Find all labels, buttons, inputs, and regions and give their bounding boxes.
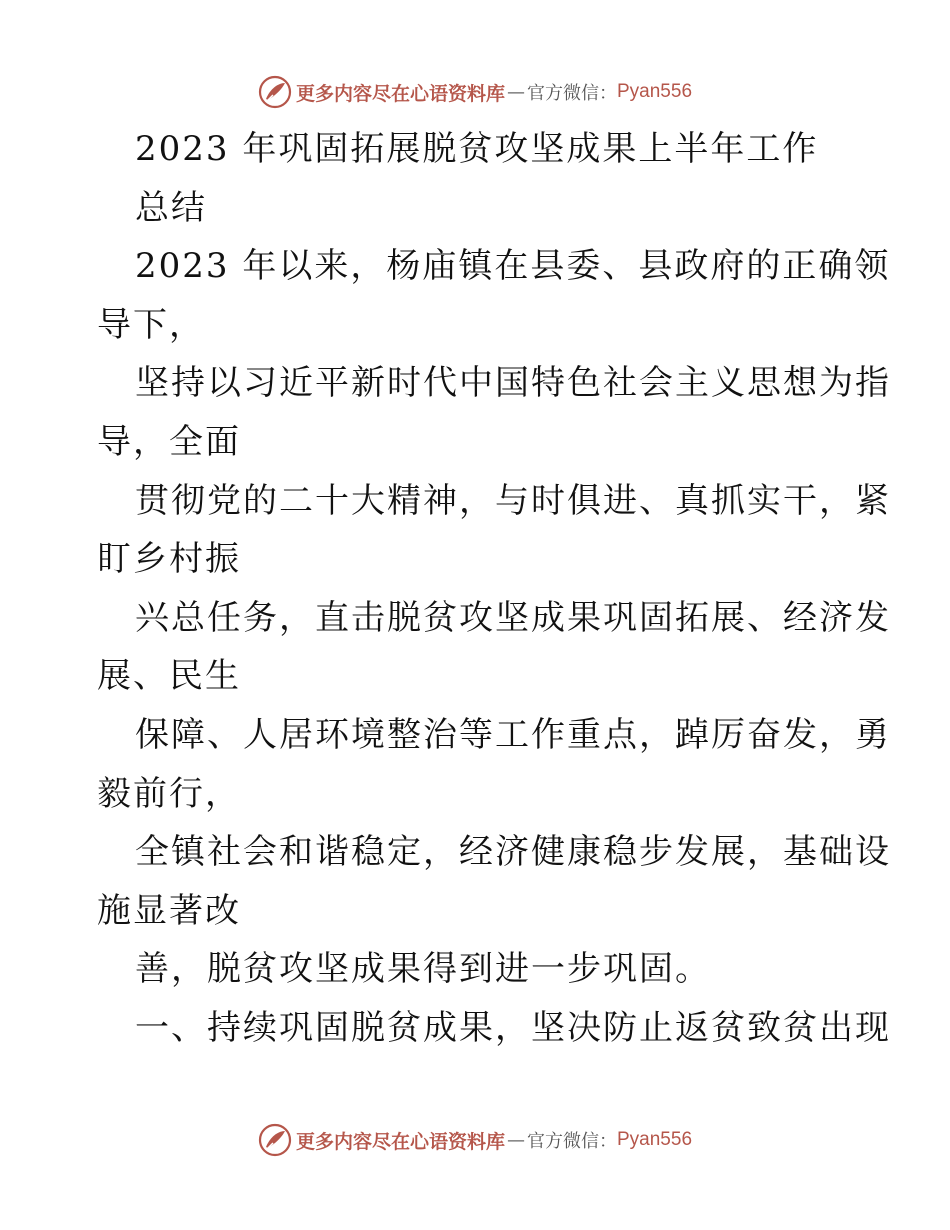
doc-paragraph-line: 盯乡村振 bbox=[97, 539, 241, 580]
banner-text: 更多内容尽在心语资料库 bbox=[295, 82, 505, 105]
banner-wechat-id: Pyan556 bbox=[617, 81, 693, 102]
doc-paragraph-line: 展、民生 bbox=[97, 656, 241, 697]
document-body bbox=[97, 120, 891, 1058]
banner-official-label: 官方微信： bbox=[527, 1131, 617, 1152]
doc-paragraph-line: 导下， bbox=[97, 304, 205, 345]
doc-paragraph-line: 兴总任务，直击脱贫攻坚成果巩固拓展、经济发 bbox=[135, 597, 891, 638]
doc-paragraph-line: 导，全面 bbox=[97, 421, 241, 462]
banner-dash: — bbox=[507, 81, 525, 103]
pen-logo-icon bbox=[258, 1123, 292, 1157]
doc-paragraph-line: 保障、人居环境整治等工作重点，踔厉奋发，勇 bbox=[135, 714, 891, 755]
doc-paragraph-line: 坚持以习近平新时代中国特色社会主义思想为指 bbox=[135, 363, 891, 404]
header-watermark-banner bbox=[0, 72, 950, 112]
doc-section-heading: 一、持续巩固脱贫成果，坚决防止返贫致贫出现 bbox=[135, 1007, 891, 1048]
banner-dash: — bbox=[507, 1129, 525, 1151]
banner-text: 更多内容尽在心语资料库 bbox=[295, 1130, 505, 1153]
banner-official-label: 官方微信： bbox=[527, 83, 617, 104]
doc-paragraph-line: 善，脱贫攻坚成果得到进一步巩固。 bbox=[135, 949, 711, 990]
doc-paragraph-line: 2023 年以来，杨庙镇在县委、县政府的正确领 bbox=[135, 246, 891, 287]
banner-wechat-id: Pyan556 bbox=[617, 1129, 693, 1150]
doc-paragraph-line: 毅前行， bbox=[97, 773, 241, 814]
doc-paragraph-line: 全镇社会和谐稳定，经济健康稳步发展，基础设 bbox=[135, 832, 891, 873]
doc-paragraph-line: 贯彻党的二十大精神，与时俱进、真抓实干，紧 bbox=[135, 480, 891, 521]
doc-title-line-2: 总结 bbox=[135, 187, 207, 228]
doc-title-line-1: 2023 年巩固拓展脱贫攻坚成果上半年工作 bbox=[135, 129, 819, 169]
footer-watermark-banner bbox=[0, 1120, 950, 1160]
doc-paragraph-line: 施显著改 bbox=[97, 890, 241, 931]
pen-logo-icon bbox=[258, 75, 292, 109]
